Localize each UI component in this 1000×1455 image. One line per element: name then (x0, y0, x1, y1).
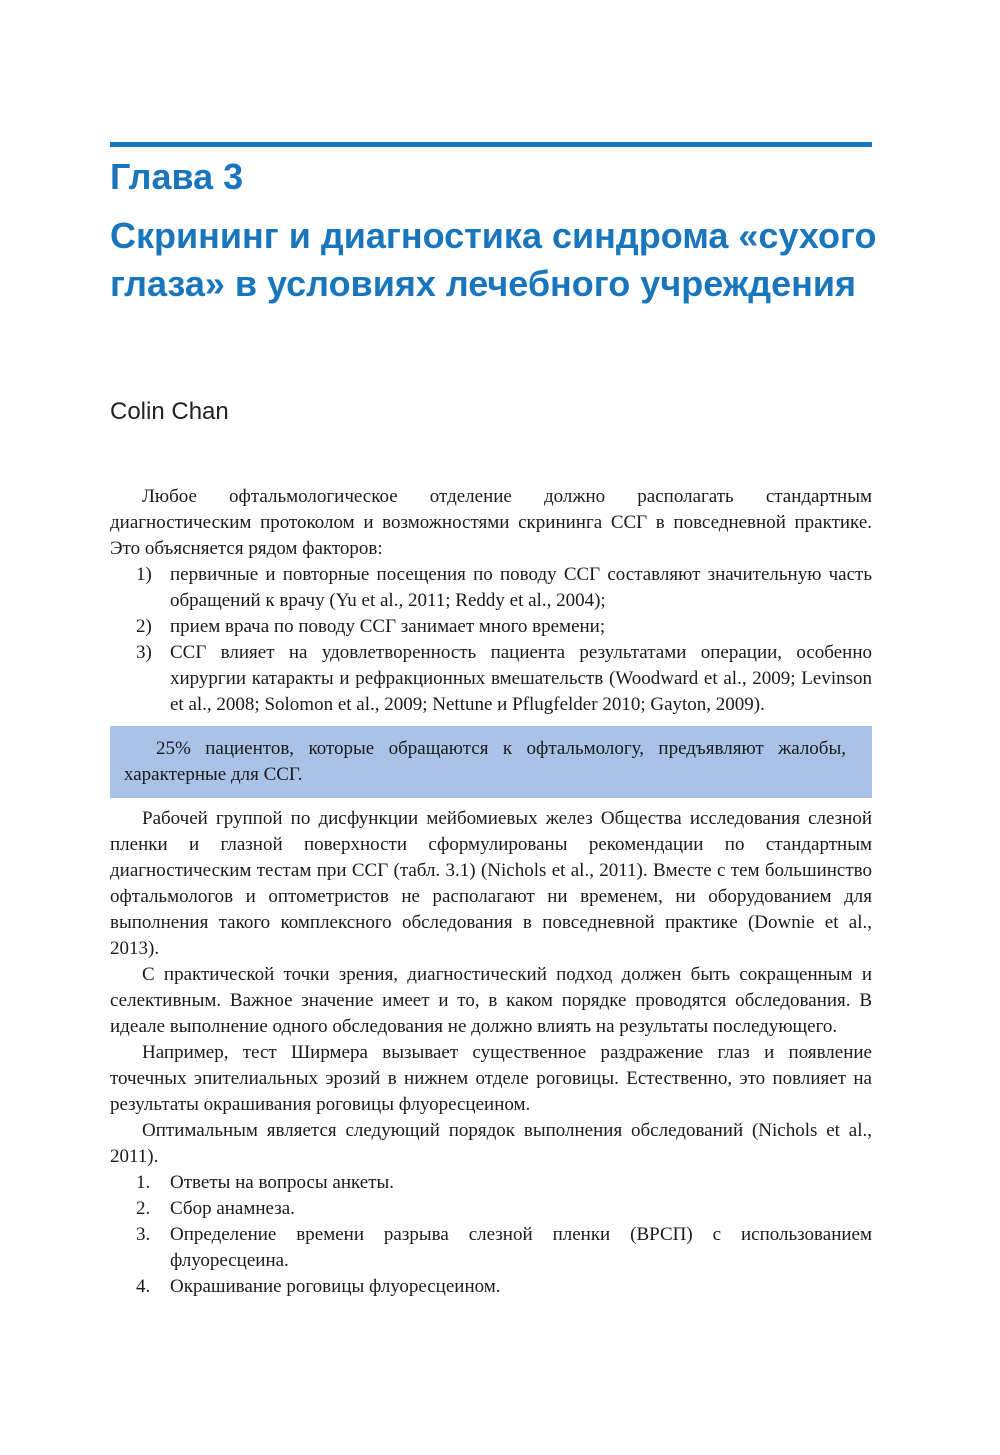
list-item (110, 1274, 872, 1300)
body-paragraph: Оптимальным является следующий порядок выполнения обследований (Nichols et al., 2011). (110, 1120, 872, 1167)
chapter-body (110, 484, 872, 1300)
list-item (110, 1196, 872, 1222)
list-item-text: Определение времени разрыва слезной пленки (ВРСП) с использованием флуоресцеина. (170, 1224, 872, 1271)
list-item-number: 3. (136, 1224, 151, 1245)
intro-paragraph: Любое офтальмологическое отделение должно располагать стандартным диагностическим протоколом и возможностями скрининга ССГ в повседневной практике. Это объясняется рядом факторов: (110, 486, 872, 559)
chapter-label: Глава 3 (110, 156, 244, 197)
list-item (110, 562, 872, 614)
list-item (110, 1170, 872, 1196)
list-item-text: Окрашивание роговицы флуоресцеином. (170, 1276, 501, 1297)
exam-order-list (110, 1170, 872, 1300)
chapter-title: Скрининг и диагностика синдрома «сухого глаза» в условиях лечебного учреждения (110, 215, 877, 304)
list-item-text: ССГ влияет на удовлетворенность пациента результатами операции, особенно хирургии катаракты и рефракционных вмешательств (Woodward et al., 2009; Levinson et al., 2008; Solomon et al., 2009; Nettune и Pflugfelder 2010; Gayton, 2009). (170, 642, 872, 715)
body-paragraph: Например, тест Ширмера вызывает существенное раздражение глаз и появление точечных эпителиальных эрозий в нижнем отделе роговицы. Естественно, это повлияет на результаты окрашивания роговицы флуоресцеином. (110, 1042, 872, 1115)
list-item-text: Ответы на вопросы анкеты. (170, 1172, 395, 1193)
list-item-number: 4. (136, 1276, 151, 1297)
list-item-text: Сбор анамнеза. (170, 1198, 295, 1219)
highlight-callout: 25% пациентов, которые обращаются к офтальмологу, предъявляют жалобы, характерные для ССГ. (110, 726, 872, 798)
list-item-number: 2. (136, 1198, 151, 1219)
list-item (110, 1222, 872, 1274)
list-item-number: 2) (136, 616, 152, 637)
list-item-text: прием врача по поводу ССГ занимает много времени; (170, 616, 606, 637)
body-paragraph: Рабочей группой по дисфункции мейбомиевых желез Общества исследования слезной пленки и глазной поверхности сформулированы рекомендации по стандартным диагностическим тестам при ССГ (табл. 3.1) (Nichols et al., 2011). Вместе с тем большинство офтальмологов и оптометристов не располагают ни временем, ни оборудованием для выполнения такого комплексного обследования в повседневной практике (Downie et al., 2013). (110, 808, 872, 959)
list-item-number: 1) (136, 564, 152, 585)
list-item-text: первичные и повторные посещения по поводу ССГ составляют значительную часть обращений к врачу (Yu et al., 2011; Reddy et al., 2004); (170, 564, 872, 611)
list-item (110, 640, 872, 718)
list-item-number: 1. (136, 1172, 151, 1193)
chapter-top-rule (110, 142, 872, 147)
list-item-number: 3) (136, 642, 152, 663)
author-name: Colin Chan (110, 398, 229, 425)
list-item (110, 614, 872, 640)
factors-list (110, 562, 872, 718)
body-paragraph: С практической точки зрения, диагностический подход должен быть сокращенным и селективным. Важное значение имеет и то, в каком порядке проводятся обследования. В идеале выполнение одного обследования не должно влиять на результаты последующего. (110, 964, 872, 1037)
